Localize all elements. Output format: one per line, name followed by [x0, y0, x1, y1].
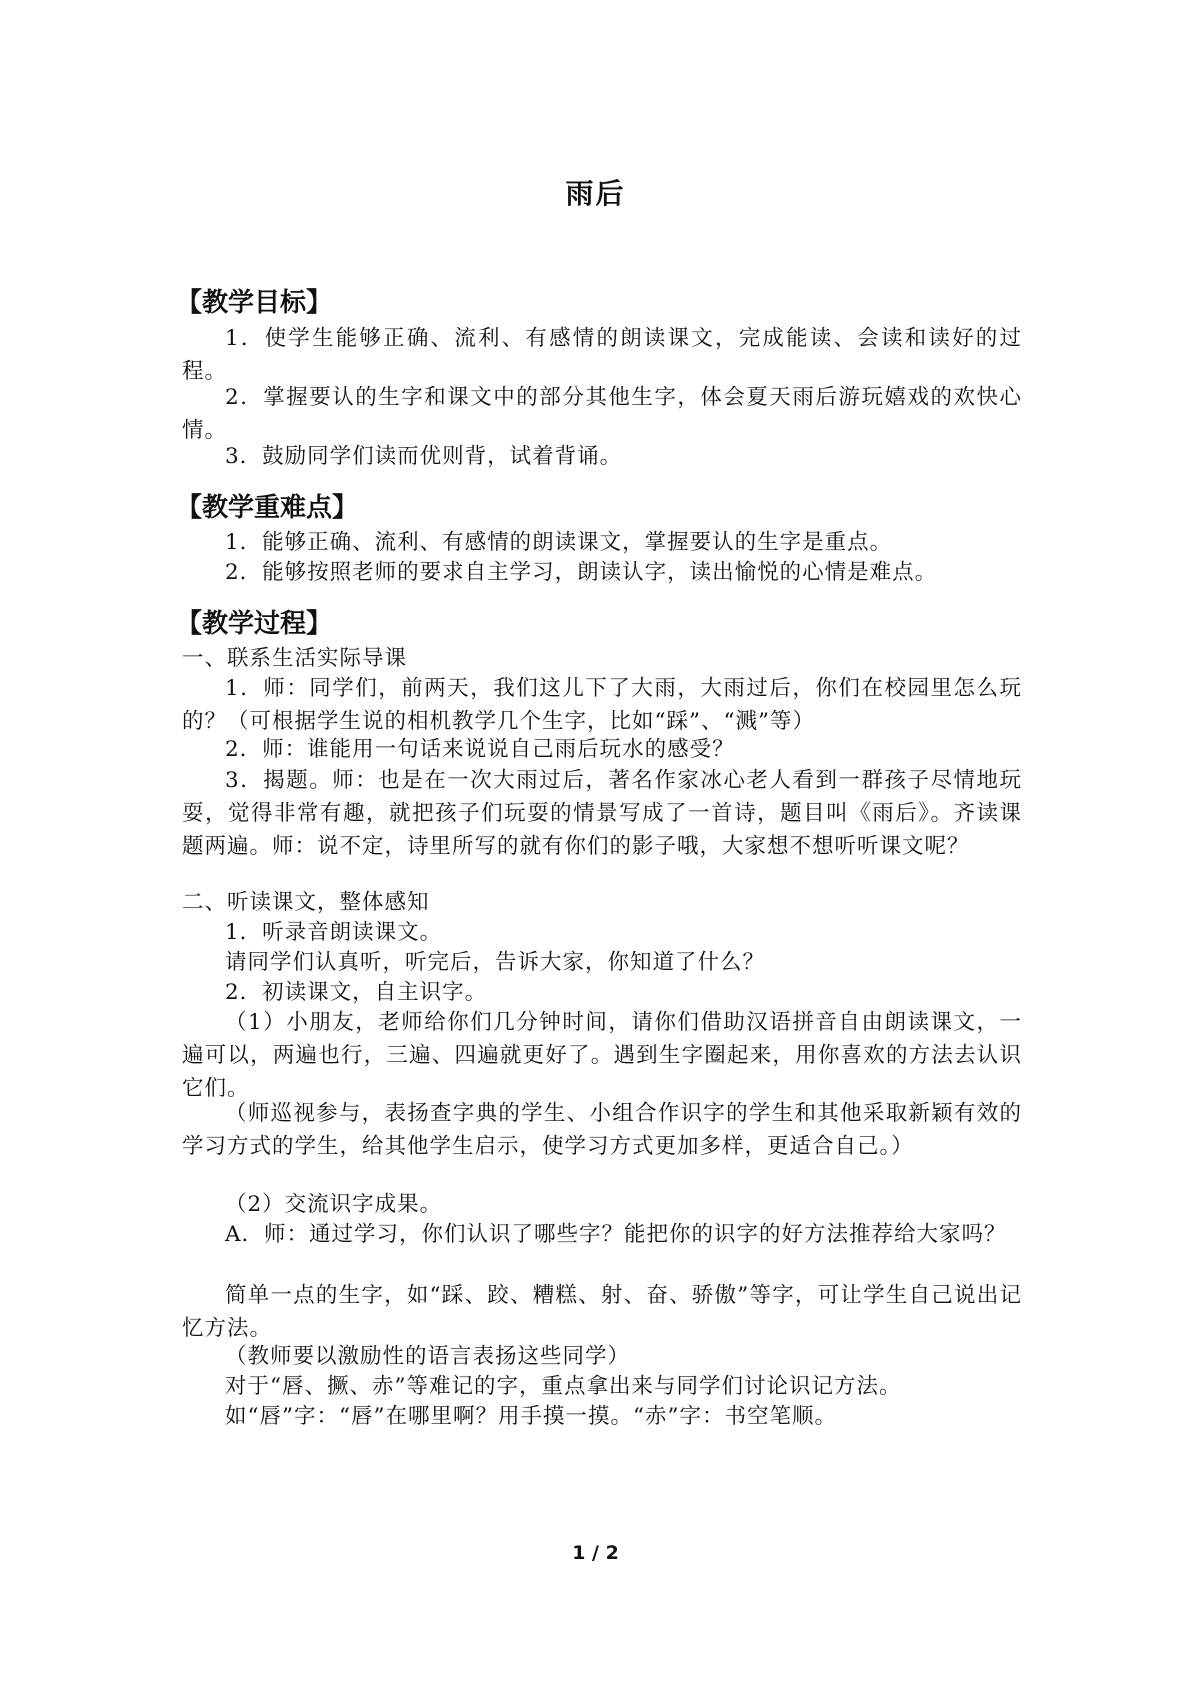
key-points-heading: 【教学重难点】: [176, 493, 359, 523]
process-heading: 【教学过程】: [176, 609, 333, 639]
process-part1-item-1: 1．师：同学们，前两天，我们这儿下了大雨，大雨过后，你们在校园里怎么玩的？（可根据学生说的相机教学几个生字，比如“踩”、“溅”等）: [182, 676, 1022, 734]
process-part2-title: 二、听读课文，整体感知: [182, 890, 430, 915]
objective-item-3: 3．鼓励同学们读而优则背，试着背诵。: [225, 444, 623, 469]
process-part1-title: 一、联系生活实际导课: [182, 646, 408, 671]
process-part2-item-10: 对于“唇、撅、赤”等难记的字，重点拿出来与同学们讨论识记方法。: [225, 1374, 902, 1399]
process-part2-item-2: 请同学们认真听，听完后，告诉大家，你知道了什么？: [225, 950, 766, 975]
process-part2-item-6: （2）交流识字成果。: [225, 1192, 443, 1217]
objective-item-2: 2．掌握要认的生字和课文中的部分其他生字，体会夏天雨后游玩嬉戏的欢快心情。: [182, 385, 1022, 443]
key-point-item-1: 1．能够正确、流利、有感情的朗读课文，掌握要认的生字是重点。: [225, 530, 893, 555]
process-part1-item-2: 2．师：谁能用一句话来说说自己雨后玩水的感受？: [225, 737, 735, 762]
process-part2-item-8: 简单一点的生字，如“踩、跤、糟糕、射、奋、骄傲”等字，可让学生自己说出记忆方法。: [182, 1283, 1022, 1341]
objective-item-1: 1．使学生能够正确、流利、有感情的朗读课文，完成能读、会读和读好的过程。: [182, 326, 1022, 384]
process-part2-item-7: A．师：通过学习，你们认识了哪些字？能把你的识字的好方法推荐给大家吗？: [225, 1222, 1007, 1247]
process-part2-item-3: 2．初读课文，自主识字。: [225, 980, 488, 1005]
page-number: 1 / 2: [572, 1542, 619, 1564]
page-title: 雨后: [565, 177, 626, 210]
process-part2-item-5: （师巡视参与，表扬查字典的学生、小组合作识字的学生和其他采取新颖有效的学习方式的学生，给其他学生启示，使学习方式更加多样，更适合自己。）: [182, 1101, 1022, 1159]
objectives-heading: 【教学目标】: [176, 288, 333, 318]
process-part1-item-3: 3．揭题。师：也是在一次大雨过后，著名作家冰心老人看到一群孩子尽情地玩耍，觉得非常有趣，就把孩子们玩耍的情景写成了一首诗，题目叫《雨后》。齐读课题两遍。师：说不定，诗里所写的就有你们的影子哦，大家想不想听听课文呢？: [182, 768, 1022, 859]
key-point-item-2: 2．能够按照老师的要求自主学习，朗读认字，读出愉悦的心情是难点。: [225, 560, 938, 585]
process-part2-item-1: 1．听录音朗读课文。: [225, 920, 443, 945]
process-part2-item-4: （1）小朋友，老师给你们几分钟时间，请你们借助汉语拼音自由朗读课文，一遍可以，两遍也行，三遍、四遍就更好了。遇到生字圈起来，用你喜欢的方法去认识它们。: [182, 1010, 1022, 1101]
process-part2-item-11: 如“唇”字：“唇”在哪里啊？用手摸一摸。“赤”字：书空笔顺。: [225, 1404, 837, 1429]
process-part2-item-9: （教师要以激励性的语言表扬这些同学）: [225, 1344, 631, 1369]
